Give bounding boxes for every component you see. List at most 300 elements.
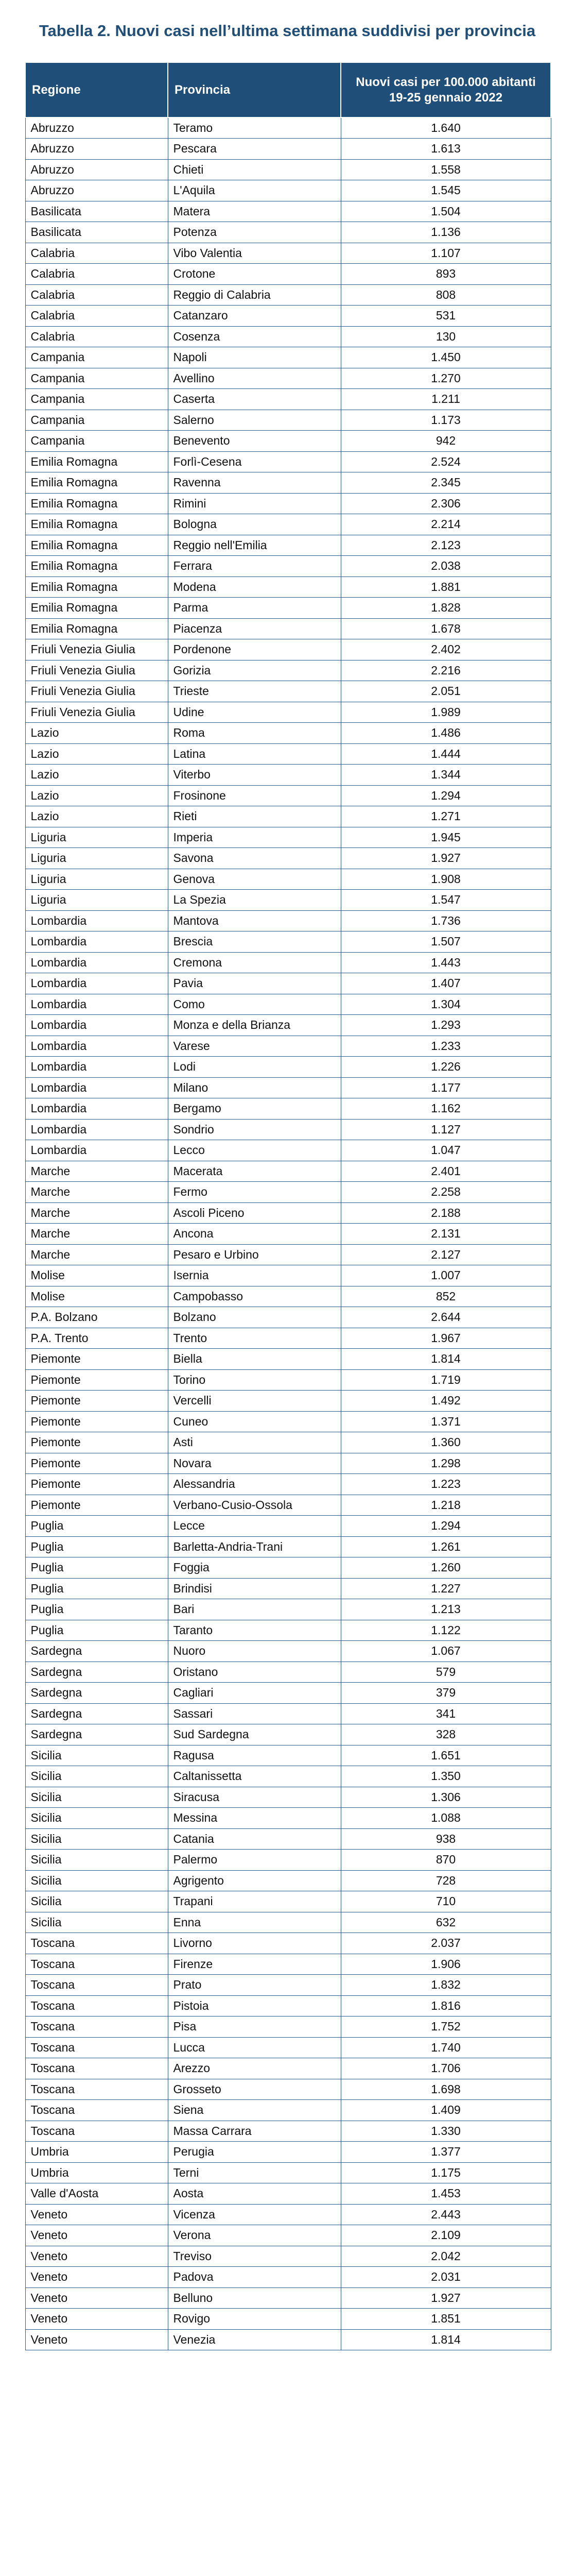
cell-provincia: Brescia (168, 931, 341, 953)
cell-provincia: Parma (168, 598, 341, 619)
cell-provincia: Genova (168, 869, 341, 890)
cell-nuovi-casi: 1.350 (341, 1766, 551, 1787)
cell-regione: Puglia (25, 1620, 168, 1641)
cell-provincia: Cuneo (168, 1411, 341, 1432)
cell-regione: Umbria (25, 2162, 168, 2183)
cell-provincia: Cosenza (168, 326, 341, 347)
cell-nuovi-casi: 2.127 (341, 1244, 551, 1265)
table-row (25, 347, 551, 368)
cell-regione: Friuli Venezia Giulia (25, 660, 168, 681)
cell-nuovi-casi: 1.651 (341, 1745, 551, 1766)
cell-regione: Abruzzo (25, 139, 168, 160)
cell-nuovi-casi: 1.906 (341, 1954, 551, 1975)
cell-regione: Toscana (25, 2100, 168, 2121)
cell-regione: Veneto (25, 2225, 168, 2246)
cell-nuovi-casi: 2.443 (341, 2204, 551, 2225)
cell-provincia: Gorizia (168, 660, 341, 681)
cell-provincia: Ancona (168, 1224, 341, 1245)
cell-nuovi-casi: 1.507 (341, 931, 551, 953)
cell-regione: Calabria (25, 264, 168, 285)
table-row (25, 1662, 551, 1683)
cell-nuovi-casi: 1.444 (341, 743, 551, 765)
cell-nuovi-casi: 870 (341, 1850, 551, 1871)
cell-provincia: Cagliari (168, 1683, 341, 1704)
cell-provincia: Sud Sardegna (168, 1724, 341, 1745)
table-row (25, 827, 551, 848)
cell-regione: Sicilia (25, 1828, 168, 1850)
cell-nuovi-casi: 1.814 (341, 1349, 551, 1370)
cell-nuovi-casi: 1.294 (341, 1516, 551, 1537)
cell-nuovi-casi: 1.547 (341, 890, 551, 911)
table-row (25, 1516, 551, 1537)
cell-regione: Sicilia (25, 1787, 168, 1808)
cell-provincia: Terni (168, 2162, 341, 2183)
cell-regione: Liguria (25, 827, 168, 848)
cell-regione: P.A. Bolzano (25, 1307, 168, 1328)
cell-provincia: Pordenone (168, 639, 341, 660)
table-row (25, 890, 551, 911)
cell-provincia: Ravenna (168, 472, 341, 494)
cell-nuovi-casi: 1.211 (341, 389, 551, 410)
cell-regione: Veneto (25, 2309, 168, 2330)
cell-provincia: Pavia (168, 973, 341, 994)
cell-regione: Lazio (25, 743, 168, 765)
cell-provincia: Potenza (168, 222, 341, 243)
cell-provincia: Campobasso (168, 1286, 341, 1307)
cell-nuovi-casi: 1.558 (341, 159, 551, 180)
cell-regione: Liguria (25, 869, 168, 890)
cell-nuovi-casi: 1.678 (341, 618, 551, 639)
cell-provincia: Rimini (168, 493, 341, 514)
table-row (25, 451, 551, 472)
cell-regione: Calabria (25, 306, 168, 327)
cell-nuovi-casi: 2.037 (341, 1933, 551, 1954)
cell-provincia: Avellino (168, 368, 341, 389)
cell-regione: Veneto (25, 2267, 168, 2288)
cell-provincia: Forlì-Cesena (168, 451, 341, 472)
cell-provincia: Imperia (168, 827, 341, 848)
table-row (25, 306, 551, 327)
cell-nuovi-casi: 1.504 (341, 201, 551, 222)
cell-provincia: Salerno (168, 410, 341, 431)
table-row (25, 2287, 551, 2309)
table-row (25, 723, 551, 744)
cell-provincia: Palermo (168, 1850, 341, 1871)
cell-provincia: Latina (168, 743, 341, 765)
cell-nuovi-casi: 1.177 (341, 1077, 551, 1098)
cell-provincia: Bergamo (168, 1098, 341, 1120)
cell-regione: Lombardia (25, 931, 168, 953)
cell-nuovi-casi: 1.304 (341, 994, 551, 1015)
cell-provincia: Benevento (168, 431, 341, 452)
table-row (25, 222, 551, 243)
cell-regione: Sicilia (25, 1808, 168, 1829)
cell-provincia: Rieti (168, 806, 341, 827)
table-row (25, 1224, 551, 1245)
cell-nuovi-casi: 1.545 (341, 180, 551, 201)
table-row (25, 1015, 551, 1036)
cell-provincia: Lucca (168, 2037, 341, 2058)
cell-nuovi-casi: 1.136 (341, 222, 551, 243)
table-row (25, 2016, 551, 2038)
cell-regione: Toscana (25, 2121, 168, 2142)
cell-nuovi-casi: 1.908 (341, 869, 551, 890)
table-row (25, 2079, 551, 2100)
cell-provincia: Vercelli (168, 1391, 341, 1412)
cell-nuovi-casi: 808 (341, 284, 551, 306)
cell-regione: Valle d'Aosta (25, 2183, 168, 2205)
cell-nuovi-casi: 1.706 (341, 2058, 551, 2079)
cell-provincia: Siracusa (168, 1787, 341, 1808)
table-row (25, 1536, 551, 1557)
cell-regione: Piemonte (25, 1411, 168, 1432)
cell-regione: Toscana (25, 1954, 168, 1975)
cell-provincia: L'Aquila (168, 180, 341, 201)
cell-regione: Lombardia (25, 973, 168, 994)
cell-provincia: Caserta (168, 389, 341, 410)
cell-provincia: Crotone (168, 264, 341, 285)
table-row (25, 1077, 551, 1098)
table-row (25, 1432, 551, 1453)
cell-nuovi-casi: 2.131 (341, 1224, 551, 1245)
cell-provincia: Pisa (168, 2016, 341, 2038)
table-row (25, 326, 551, 347)
cell-provincia: Treviso (168, 2246, 341, 2267)
cell-regione: Lombardia (25, 1077, 168, 1098)
table-row (25, 994, 551, 1015)
cell-nuovi-casi: 579 (341, 1662, 551, 1683)
cell-regione: Marche (25, 1244, 168, 1265)
cell-nuovi-casi: 1.223 (341, 1474, 551, 1495)
cell-regione: Emilia Romagna (25, 618, 168, 639)
cell-regione: Marche (25, 1202, 168, 1224)
table-row (25, 1599, 551, 1620)
cell-nuovi-casi: 2.051 (341, 681, 551, 702)
cell-nuovi-casi: 1.989 (341, 702, 551, 723)
table-row (25, 2246, 551, 2267)
table-row (25, 1244, 551, 1265)
cell-regione: Veneto (25, 2287, 168, 2309)
cell-regione: Lombardia (25, 1098, 168, 1120)
cell-provincia: Firenze (168, 1954, 341, 1975)
table-row (25, 1620, 551, 1641)
cell-provincia: Roma (168, 723, 341, 744)
cell-regione: Basilicata (25, 201, 168, 222)
table-row (25, 493, 551, 514)
cell-regione: Toscana (25, 1995, 168, 2016)
cell-nuovi-casi: 1.047 (341, 1140, 551, 1161)
cell-provincia: Nuoro (168, 1641, 341, 1662)
cell-regione: Abruzzo (25, 180, 168, 201)
cell-provincia: Oristano (168, 1662, 341, 1683)
cell-regione: Marche (25, 1224, 168, 1245)
cell-regione: Sardegna (25, 1641, 168, 1662)
cell-provincia: Foggia (168, 1557, 341, 1579)
cell-nuovi-casi: 1.344 (341, 765, 551, 786)
cell-nuovi-casi: 1.851 (341, 2309, 551, 2330)
cell-nuovi-casi: 1.233 (341, 1036, 551, 1057)
cell-provincia: Aosta (168, 2183, 341, 2205)
cell-provincia: Catania (168, 1828, 341, 1850)
cell-nuovi-casi: 2.345 (341, 472, 551, 494)
table-row (25, 1391, 551, 1412)
cell-regione: Campania (25, 347, 168, 368)
table-row (25, 1307, 551, 1328)
cell-regione: Lombardia (25, 1140, 168, 1161)
cell-regione: P.A. Trento (25, 1328, 168, 1349)
table-row (25, 1161, 551, 1182)
cell-nuovi-casi: 1.698 (341, 2079, 551, 2100)
cell-provincia: Reggio nell'Emilia (168, 535, 341, 556)
cell-provincia: Teramo (168, 117, 341, 139)
cell-regione: Toscana (25, 1975, 168, 1996)
cell-nuovi-casi: 379 (341, 1683, 551, 1704)
cell-provincia: Lodi (168, 1057, 341, 1078)
cell-regione: Piemonte (25, 1432, 168, 1453)
cell-regione: Veneto (25, 2329, 168, 2350)
cell-provincia: Agrigento (168, 1870, 341, 1891)
cell-provincia: Rovigo (168, 2309, 341, 2330)
cell-regione: Sardegna (25, 1683, 168, 1704)
table-row (25, 535, 551, 556)
cell-provincia: La Spezia (168, 890, 341, 911)
table-row (25, 702, 551, 723)
cell-nuovi-casi: 1.492 (341, 1391, 551, 1412)
cell-nuovi-casi: 1.360 (341, 1432, 551, 1453)
cell-provincia: Vibo Valentia (168, 243, 341, 264)
cell-regione: Piemonte (25, 1349, 168, 1370)
cell-nuovi-casi: 852 (341, 1286, 551, 1307)
table-row (25, 2183, 551, 2205)
table-row (25, 1828, 551, 1850)
table-row (25, 1975, 551, 1996)
cell-regione: Toscana (25, 2079, 168, 2100)
cell-regione: Umbria (25, 2142, 168, 2163)
table-row (25, 1286, 551, 1307)
table-row (25, 1724, 551, 1745)
cell-nuovi-casi: 1.330 (341, 2121, 551, 2142)
cell-regione: Friuli Venezia Giulia (25, 681, 168, 702)
cell-provincia: Padova (168, 2267, 341, 2288)
cell-regione: Liguria (25, 848, 168, 869)
cell-provincia: Como (168, 994, 341, 1015)
cell-nuovi-casi: 1.306 (341, 1787, 551, 1808)
cell-provincia: Isernia (168, 1265, 341, 1286)
table-row (25, 410, 551, 431)
cell-regione: Emilia Romagna (25, 514, 168, 535)
cell-nuovi-casi: 2.038 (341, 556, 551, 577)
cell-regione: Lazio (25, 785, 168, 806)
table-row (25, 1182, 551, 1203)
table-row (25, 2225, 551, 2246)
cell-regione: Sardegna (25, 1703, 168, 1724)
cell-regione: Sicilia (25, 1870, 168, 1891)
cell-provincia: Viterbo (168, 765, 341, 786)
table-row (25, 2058, 551, 2079)
cell-nuovi-casi: 1.218 (341, 1495, 551, 1516)
cell-regione: Veneto (25, 2204, 168, 2225)
cell-nuovi-casi: 1.271 (341, 806, 551, 827)
cell-provincia: Messina (168, 1808, 341, 1829)
table-row (25, 117, 551, 139)
cell-nuovi-casi: 328 (341, 1724, 551, 1745)
cell-provincia: Vicenza (168, 2204, 341, 2225)
table-row (25, 2267, 551, 2288)
cell-provincia: Prato (168, 1975, 341, 1996)
cell-regione: Emilia Romagna (25, 493, 168, 514)
cell-provincia: Catanzaro (168, 306, 341, 327)
cell-regione: Lombardia (25, 1015, 168, 1036)
cell-provincia: Belluno (168, 2287, 341, 2309)
cell-nuovi-casi: 1.088 (341, 1808, 551, 1829)
cell-nuovi-casi: 938 (341, 1828, 551, 1850)
table-row (25, 1683, 551, 1704)
cell-provincia: Mantova (168, 910, 341, 931)
table-row (25, 1369, 551, 1391)
cell-provincia: Massa Carrara (168, 2121, 341, 2142)
header-row (25, 62, 551, 117)
header-nuovi-casi (341, 62, 551, 117)
cell-nuovi-casi: 1.927 (341, 848, 551, 869)
cell-nuovi-casi: 1.213 (341, 1599, 551, 1620)
table-row (25, 2121, 551, 2142)
table-row (25, 1036, 551, 1057)
table-row (25, 1850, 551, 1871)
cell-regione: Emilia Romagna (25, 535, 168, 556)
table-row (25, 639, 551, 660)
cell-nuovi-casi: 942 (341, 431, 551, 452)
cell-nuovi-casi: 1.261 (341, 1536, 551, 1557)
cell-nuovi-casi: 1.740 (341, 2037, 551, 2058)
cell-provincia: Trapani (168, 1891, 341, 1912)
cell-regione: Marche (25, 1161, 168, 1182)
table-row (25, 1495, 551, 1516)
table-row (25, 1641, 551, 1662)
cell-nuovi-casi: 2.644 (341, 1307, 551, 1328)
cell-nuovi-casi: 1.881 (341, 577, 551, 598)
cell-nuovi-casi: 2.258 (341, 1182, 551, 1203)
cell-nuovi-casi: 1.298 (341, 1453, 551, 1474)
table-row (25, 431, 551, 452)
cell-provincia: Venezia (168, 2329, 341, 2350)
cases-table (25, 62, 551, 2350)
table-row (25, 1202, 551, 1224)
cell-regione: Campania (25, 431, 168, 452)
table-row (25, 848, 551, 869)
table-row (25, 1557, 551, 1579)
table-row (25, 2142, 551, 2163)
cell-regione: Lombardia (25, 952, 168, 973)
table-row (25, 243, 551, 264)
cell-provincia: Trieste (168, 681, 341, 702)
cell-nuovi-casi: 1.409 (341, 2100, 551, 2121)
cell-nuovi-casi: 1.226 (341, 1057, 551, 1078)
cell-regione: Campania (25, 368, 168, 389)
cell-regione: Sicilia (25, 1891, 168, 1912)
cell-regione: Lazio (25, 723, 168, 744)
cell-nuovi-casi: 1.227 (341, 1578, 551, 1599)
table-row (25, 577, 551, 598)
table-body (25, 117, 551, 2350)
cell-regione: Lombardia (25, 1119, 168, 1140)
cell-provincia: Varese (168, 1036, 341, 1057)
cell-nuovi-casi: 1.371 (341, 1411, 551, 1432)
cell-nuovi-casi: 893 (341, 264, 551, 285)
cell-regione: Lazio (25, 806, 168, 827)
table-row (25, 2037, 551, 2058)
cell-regione: Sardegna (25, 1724, 168, 1745)
table-row (25, 660, 551, 681)
cell-nuovi-casi: 1.450 (341, 347, 551, 368)
cell-provincia: Grosseto (168, 2079, 341, 2100)
cell-regione: Emilia Romagna (25, 472, 168, 494)
cell-provincia: Biella (168, 1349, 341, 1370)
table-row (25, 368, 551, 389)
table-row (25, 284, 551, 306)
cell-regione: Sicilia (25, 1766, 168, 1787)
cell-regione: Liguria (25, 890, 168, 911)
table-row (25, 1745, 551, 1766)
cell-nuovi-casi: 2.401 (341, 1161, 551, 1182)
cell-regione: Sardegna (25, 1662, 168, 1683)
cell-nuovi-casi: 1.007 (341, 1265, 551, 1286)
cell-regione: Lombardia (25, 1036, 168, 1057)
cell-regione: Lombardia (25, 994, 168, 1015)
table-row (25, 556, 551, 577)
cell-regione: Molise (25, 1265, 168, 1286)
cell-nuovi-casi: 1.828 (341, 598, 551, 619)
cell-nuovi-casi: 1.752 (341, 2016, 551, 2038)
cell-provincia: Bologna (168, 514, 341, 535)
cell-provincia: Enna (168, 1912, 341, 1933)
table-row (25, 1578, 551, 1599)
cell-regione: Puglia (25, 1578, 168, 1599)
cell-nuovi-casi: 1.294 (341, 785, 551, 806)
cell-regione: Friuli Venezia Giulia (25, 639, 168, 660)
cell-provincia: Milano (168, 1077, 341, 1098)
table-row (25, 1328, 551, 1349)
cell-nuovi-casi: 1.736 (341, 910, 551, 931)
cell-regione: Abruzzo (25, 117, 168, 139)
cell-provincia: Torino (168, 1369, 341, 1391)
cell-regione: Emilia Romagna (25, 451, 168, 472)
cell-provincia: Lecco (168, 1140, 341, 1161)
cell-provincia: Livorno (168, 1933, 341, 1954)
cell-regione: Piemonte (25, 1474, 168, 1495)
table-row (25, 2329, 551, 2350)
cell-nuovi-casi: 1.640 (341, 117, 551, 139)
cell-nuovi-casi: 1.067 (341, 1641, 551, 1662)
cell-provincia: Asti (168, 1432, 341, 1453)
cell-nuovi-casi: 1.814 (341, 2329, 551, 2350)
table-row (25, 785, 551, 806)
cell-regione: Campania (25, 410, 168, 431)
table-row (25, 1954, 551, 1975)
cell-provincia: Udine (168, 702, 341, 723)
table-row (25, 1453, 551, 1474)
cell-provincia: Pistoia (168, 1995, 341, 2016)
cell-regione: Sicilia (25, 1745, 168, 1766)
cell-provincia: Verona (168, 2225, 341, 2246)
cell-nuovi-casi: 1.719 (341, 1369, 551, 1391)
cell-nuovi-casi: 1.927 (341, 2287, 551, 2309)
cell-provincia: Frosinone (168, 785, 341, 806)
cell-provincia: Cremona (168, 952, 341, 973)
cell-regione: Emilia Romagna (25, 577, 168, 598)
cell-provincia: Brindisi (168, 1578, 341, 1599)
cell-provincia: Pescara (168, 139, 341, 160)
cell-nuovi-casi: 1.443 (341, 952, 551, 973)
